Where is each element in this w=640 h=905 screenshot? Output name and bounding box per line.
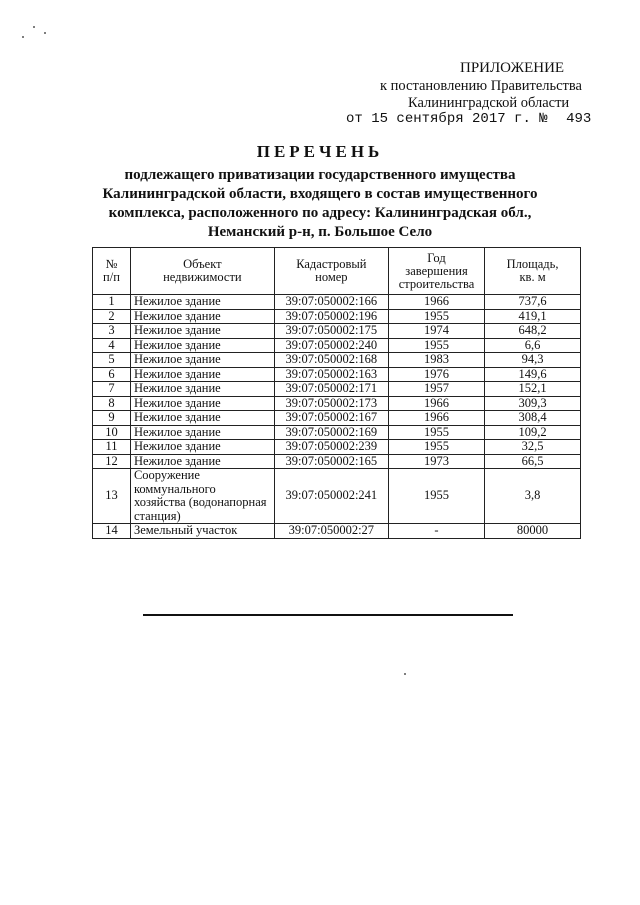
cell-object: Нежилое здание: [130, 425, 274, 440]
cell-area: 308,4: [485, 411, 581, 426]
cell-area: 152,1: [485, 382, 581, 397]
scan-speck: [44, 32, 46, 34]
number-label: №: [539, 111, 548, 127]
header-year-line: Год: [427, 250, 446, 265]
scan-speck: [22, 36, 24, 38]
cell-cadastral: 39:07:050002:165: [274, 454, 388, 469]
cell-cadastral: 39:07:050002:173: [274, 396, 388, 411]
closing-divider: [143, 614, 513, 616]
scan-speck: [33, 26, 35, 28]
cell-area: 309,3: [485, 396, 581, 411]
table-row: [93, 396, 581, 411]
cell-cadastral: 39:07:050002:163: [274, 367, 388, 382]
cell-cadastral: 39:07:050002:167: [274, 411, 388, 426]
date-prefix: от: [346, 111, 363, 127]
cell-cadastral: 39:07:050002:27: [274, 524, 388, 539]
table-row: [93, 309, 581, 324]
cell-object: Нежилое здание: [130, 353, 274, 368]
decree-number: 493: [566, 111, 592, 127]
table-row: [93, 295, 581, 310]
cell-object: Земельный участок: [130, 524, 274, 539]
cell-year: 1955: [388, 309, 484, 324]
cell-num: 4: [93, 338, 131, 353]
appendix-title: ПРИЛОЖЕНИЕ: [460, 60, 565, 76]
cell-object: Нежилое здание: [130, 367, 274, 382]
subtitle-line: комплекса, расположенного по адресу: Калининградская обл.,: [108, 205, 532, 221]
header-area: [485, 248, 581, 295]
cell-object: Нежилое здание: [130, 309, 274, 324]
cell-area: 648,2: [485, 324, 581, 339]
header-object-line: недвижимости: [163, 270, 242, 284]
cell-cadastral: 39:07:050002:171: [274, 382, 388, 397]
cell-num: 9: [93, 411, 131, 426]
header-cadastral: [274, 248, 388, 295]
cell-cadastral: 39:07:050002:168: [274, 353, 388, 368]
table-row: [93, 524, 581, 539]
cell-num: 14: [93, 524, 131, 539]
cell-cadastral: 39:07:050002:169: [274, 425, 388, 440]
cell-num: 1: [93, 295, 131, 310]
cell-area: 419,1: [485, 309, 581, 324]
appendix-date-line: [346, 111, 591, 128]
cell-object: Нежилое здание: [130, 454, 274, 469]
header-cadastral-line: номер: [315, 270, 348, 284]
appendix-line-region: Калининградской области: [408, 95, 570, 111]
cell-year: -: [388, 524, 484, 539]
subtitle-line: Неманский р-н, п. Большое Село: [207, 224, 433, 240]
cell-object-line: хозяйства (водонапорная: [133, 495, 267, 509]
cell-area: 3,8: [485, 469, 581, 524]
cell-year: 1955: [388, 469, 484, 524]
cell-area: 109,2: [485, 425, 581, 440]
header-num-line: п/п: [103, 270, 120, 284]
header-area-line: Площадь,: [506, 257, 559, 271]
table-row: [93, 338, 581, 353]
cell-year: 1966: [388, 396, 484, 411]
header-area-line: кв. м: [519, 270, 546, 284]
header-num: [93, 248, 131, 295]
document-title-block: [60, 142, 580, 242]
document-heading: ПЕРЕЧЕНЬ: [256, 142, 384, 161]
cell-object: Нежилое здание: [130, 396, 274, 411]
cell-object: Нежилое здание: [130, 338, 274, 353]
cell-area: 66,5: [485, 454, 581, 469]
header-year-line: строительства: [398, 276, 475, 291]
header-object: [130, 248, 274, 295]
cell-year: 1955: [388, 425, 484, 440]
table-row: [93, 440, 581, 455]
cell-year: 1976: [388, 367, 484, 382]
cell-object: Нежилое здание: [130, 382, 274, 397]
table-row: [93, 469, 581, 524]
cell-num: 6: [93, 367, 131, 382]
cell-cadastral: 39:07:050002:166: [274, 295, 388, 310]
cell-year: 1957: [388, 382, 484, 397]
cell-num: 13: [93, 469, 131, 524]
cell-object: Нежилое здание: [130, 324, 274, 339]
cell-year: 1966: [388, 295, 484, 310]
cell-area: 32,5: [485, 440, 581, 455]
cell-object: Нежилое здание: [130, 295, 274, 310]
header-num-line: №: [105, 257, 118, 271]
cell-object: Нежилое здание: [130, 440, 274, 455]
cell-area: 737,6: [485, 295, 581, 310]
cell-num: 10: [93, 425, 131, 440]
table-row: [93, 353, 581, 368]
cell-cadastral: 39:07:050002:240: [274, 338, 388, 353]
cell-year: 1983: [388, 353, 484, 368]
cell-num: 8: [93, 396, 131, 411]
decree-date: 15 сентября 2017 г.: [371, 111, 531, 127]
header-year-line: завершения: [405, 263, 468, 278]
table-row: [93, 367, 581, 382]
cell-cadastral: 39:07:050002:239: [274, 440, 388, 455]
cell-num: 2: [93, 309, 131, 324]
cell-object: Нежилое здание: [130, 411, 274, 426]
cell-cadastral: 39:07:050002:175: [274, 324, 388, 339]
header-object-line: Объект: [183, 257, 222, 271]
cell-num: 11: [93, 440, 131, 455]
cell-area: 149,6: [485, 367, 581, 382]
table-row: [93, 382, 581, 397]
cell-year: 1955: [388, 338, 484, 353]
cell-year: 1973: [388, 454, 484, 469]
table-row: [93, 324, 581, 339]
cell-object: [130, 469, 274, 524]
cell-cadastral: 39:07:050002:196: [274, 309, 388, 324]
property-table: [92, 247, 581, 539]
cell-num: 7: [93, 382, 131, 397]
cell-area: 94,3: [485, 353, 581, 368]
cell-area: 80000: [485, 524, 581, 539]
table-header-row: [93, 248, 581, 295]
cell-cadastral: 39:07:050002:241: [274, 469, 388, 524]
cell-object-line: Сооружение: [133, 468, 200, 482]
cell-object-line: коммунального: [133, 481, 216, 496]
subtitle-line: подлежащего приватизации государственного имущества: [124, 167, 516, 183]
table-row: [93, 411, 581, 426]
scan-speck: [404, 673, 406, 675]
cell-num: 5: [93, 353, 131, 368]
cell-year: 1955: [388, 440, 484, 455]
cell-year: 1974: [388, 324, 484, 339]
header-year: [388, 248, 484, 295]
table-row: [93, 454, 581, 469]
cell-num: 12: [93, 454, 131, 469]
cell-num: 3: [93, 324, 131, 339]
cell-area: 6,6: [485, 338, 581, 353]
cell-year: 1966: [388, 411, 484, 426]
appendix-line-decree: к постановлению Правительства: [380, 78, 582, 94]
table-row: [93, 425, 581, 440]
cell-object-line: станция): [133, 508, 181, 523]
header-cadastral-line: Кадастровый: [296, 257, 367, 271]
subtitle-line: Калининградской области, входящего в состав имущественного: [102, 186, 538, 202]
